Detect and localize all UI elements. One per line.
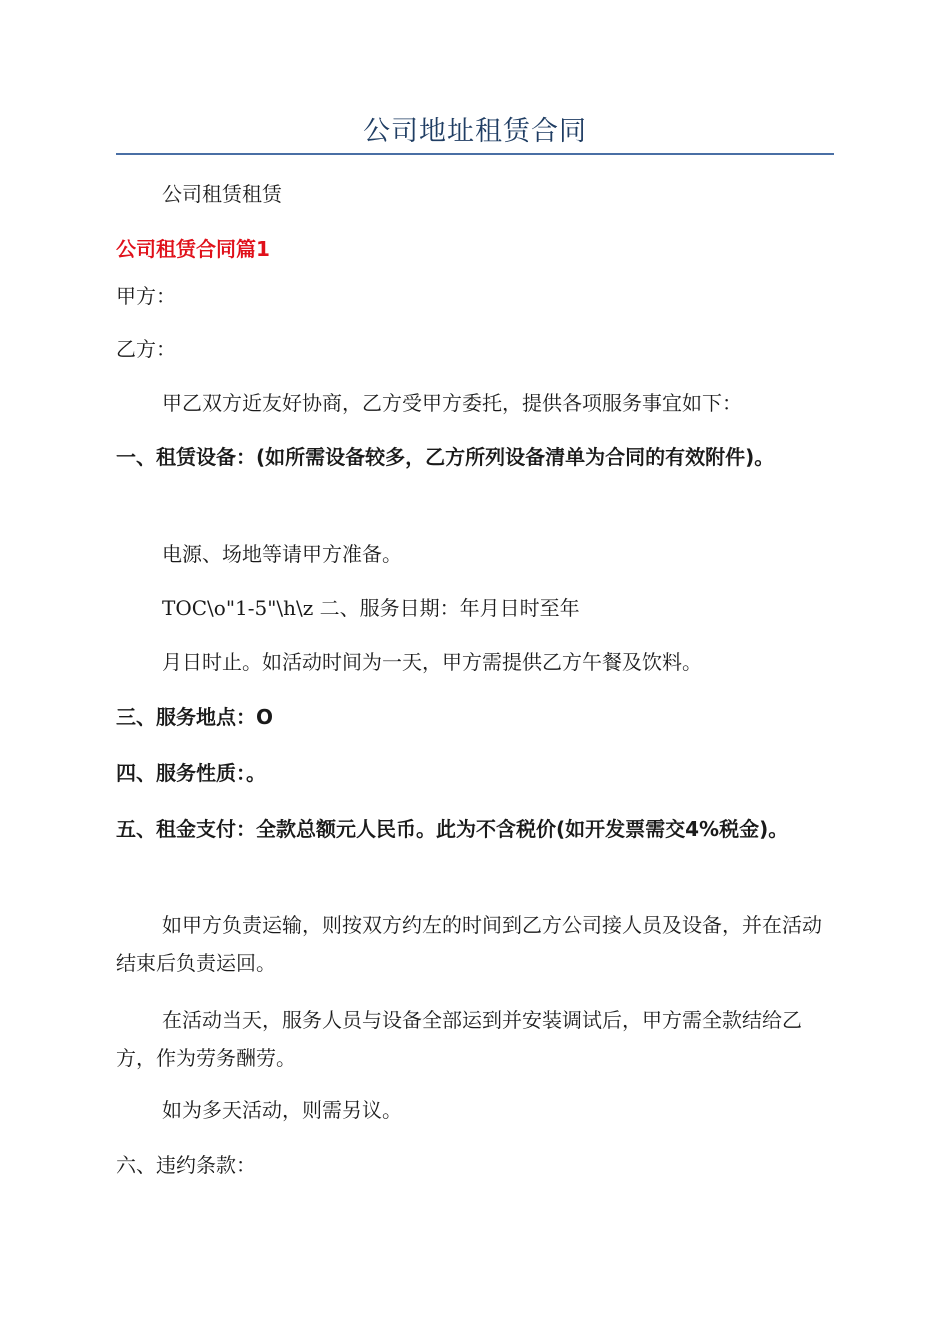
clause-4-heading: 四、服务性质：。 bbox=[116, 761, 266, 785]
clause-6-heading: 六、违约条款： bbox=[116, 1153, 256, 1177]
clause-1-note: 电源、场地等请甲方准备。 bbox=[162, 542, 402, 566]
clause-1-heading: 一、租赁设备：(如所需设备较多，乙方所列设备清单为合同的有效附件)。 bbox=[116, 445, 775, 469]
clause-2-line-2: 月日时止。如活动时间为一天，甲方需提供乙方午餐及饮料。 bbox=[162, 650, 702, 674]
transport-paragraph: 如甲方负责运输，则按双方约左的时间到乙方公司接人员及设备，并在活动结束后负责运回。 bbox=[116, 913, 822, 975]
intro-paragraph: 甲乙双方近友好协商，乙方受甲方委托，提供各项服务事宜如下： bbox=[162, 391, 742, 415]
party-a-label: 甲方： bbox=[116, 284, 176, 308]
clause-3-heading: 三、服务地点：O bbox=[116, 705, 274, 729]
document-subtitle: 公司租赁租赁 bbox=[162, 182, 282, 206]
title-underline bbox=[116, 153, 834, 155]
party-b-label: 乙方： bbox=[116, 337, 176, 361]
multiday-paragraph: 如为多天活动，则需另议。 bbox=[162, 1098, 402, 1122]
section-heading: 公司租赁合同篇1 bbox=[116, 237, 270, 261]
clause-5-heading: 五、租金支付：全款总额元人民币。此为不含税价(如开发票需交4%税金)。 bbox=[116, 817, 789, 841]
document-title: 公司地址租赁合同 bbox=[363, 116, 587, 147]
payment-paragraph: 在活动当天，服务人员与设备全部运到并安装调试后，甲方需全款结给乙方，作为劳务酬劳。 bbox=[116, 1008, 802, 1070]
clause-2-line-1: TOC\o"1-5"\h\z 二、服务日期：年月日时至年 bbox=[162, 596, 580, 620]
